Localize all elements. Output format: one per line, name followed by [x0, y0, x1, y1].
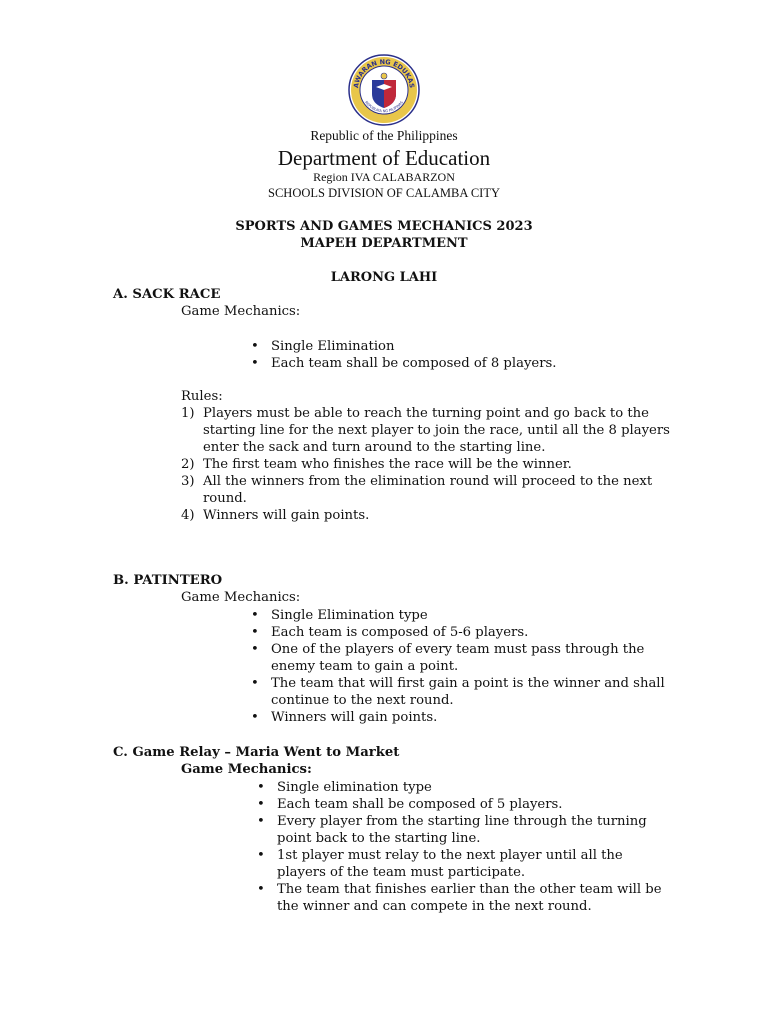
list-item-line: point back to the starting line. [277, 831, 481, 846]
section-c-bullet-list [257, 779, 662, 915]
section-b-bullet-list [251, 607, 665, 726]
section-a-rules-label: Rules: [181, 389, 223, 404]
rule-line: enter the sack and turn around to the starting line. [203, 440, 546, 455]
list-item-line: enemy team to gain a point. [271, 659, 459, 674]
list-item [257, 881, 662, 915]
list-item [257, 779, 662, 796]
rule-line: All the winners from the elimination round will proceed to the next [203, 474, 653, 489]
document-subtitle: MAPEH DEPARTMENT [300, 236, 468, 251]
list-item-line: • Single elimination type [277, 780, 432, 795]
list-item [251, 624, 665, 641]
list-item [257, 796, 662, 813]
category-heading: LARONG LAHI [330, 270, 438, 285]
section-a-rules-list [181, 405, 670, 524]
rule-line: Players must be able to reach the turning point and go back to the [203, 406, 649, 421]
list-item [251, 641, 665, 675]
rule-number: 4) [181, 508, 195, 523]
list-item-line: • Each team is composed of 5-6 players. [271, 625, 529, 640]
section-a-bullet-list [251, 338, 556, 372]
list-item-line: continue to the next round. [271, 693, 454, 708]
region-line: Region IVA CALABARZON [313, 170, 455, 184]
rule-line: Winners will gain points. [203, 508, 370, 523]
deped-seal-logo [348, 54, 420, 126]
list-item: • Each team shall be composed of 8 players. [251, 355, 556, 372]
section-c-mechanics-label: Game Mechanics: [181, 762, 312, 777]
list-item-line: • The team that finishes earlier than the other team will be [277, 882, 662, 897]
rule-line: round. [203, 491, 247, 506]
section-a-mechanics-label: Game Mechanics: [181, 304, 301, 319]
list-item: • Single Elimination [251, 338, 556, 355]
list-item-line: • The team that will first gain a point is the winner and shall [271, 676, 665, 691]
rule-item [181, 456, 670, 473]
seal-bottom-text: REPUBLIKA NG PILIPINAS [364, 100, 404, 114]
rule-item [181, 405, 670, 456]
rule-number: 2) [181, 457, 195, 472]
list-item [251, 709, 665, 726]
list-item-line: • Each team shall be composed of 5 players. [277, 797, 563, 812]
rule-number: 3) [181, 474, 195, 489]
department-title: Department of Education [277, 146, 491, 170]
list-item [257, 813, 662, 847]
rule-line: The first team who finishes the race will be the winner. [203, 457, 572, 472]
list-item-line: • Winners will gain points. [271, 710, 438, 725]
section-b-heading: B. PATINTERO [113, 573, 223, 588]
republic-line: Republic of the Philippines [310, 128, 458, 143]
section-c-heading: C. Game Relay – Maria Went to Market [113, 745, 400, 760]
list-item [251, 675, 665, 709]
list-item [251, 607, 665, 624]
list-item-line: players of the team must participate. [277, 865, 526, 880]
list-item-line: • 1st player must relay to the next player until all the [277, 848, 623, 863]
list-item-line: • Every player from the starting line through the turning [277, 814, 647, 829]
rule-item [181, 507, 670, 524]
section-b-mechanics-label: Game Mechanics: [181, 590, 301, 605]
division-line: SCHOOLS DIVISION OF CALAMBA CITY [268, 186, 500, 200]
rule-number: 1) [181, 406, 195, 421]
document-title: SPORTS AND GAMES MECHANICS 2023 [235, 219, 533, 234]
list-item [257, 847, 662, 881]
list-item-line: the winner and can compete in the next round. [277, 899, 592, 914]
rule-item [181, 473, 670, 507]
rule-line: starting line for the next player to join the race, until all the 8 players [203, 423, 670, 438]
list-item-line: • One of the players of every team must pass through the [271, 642, 645, 657]
section-a-heading: A. SACK RACE [113, 287, 221, 302]
seal-top-text: AWARAN NG EDUKAS [352, 57, 416, 89]
list-item-line: • Single Elimination type [271, 608, 428, 623]
